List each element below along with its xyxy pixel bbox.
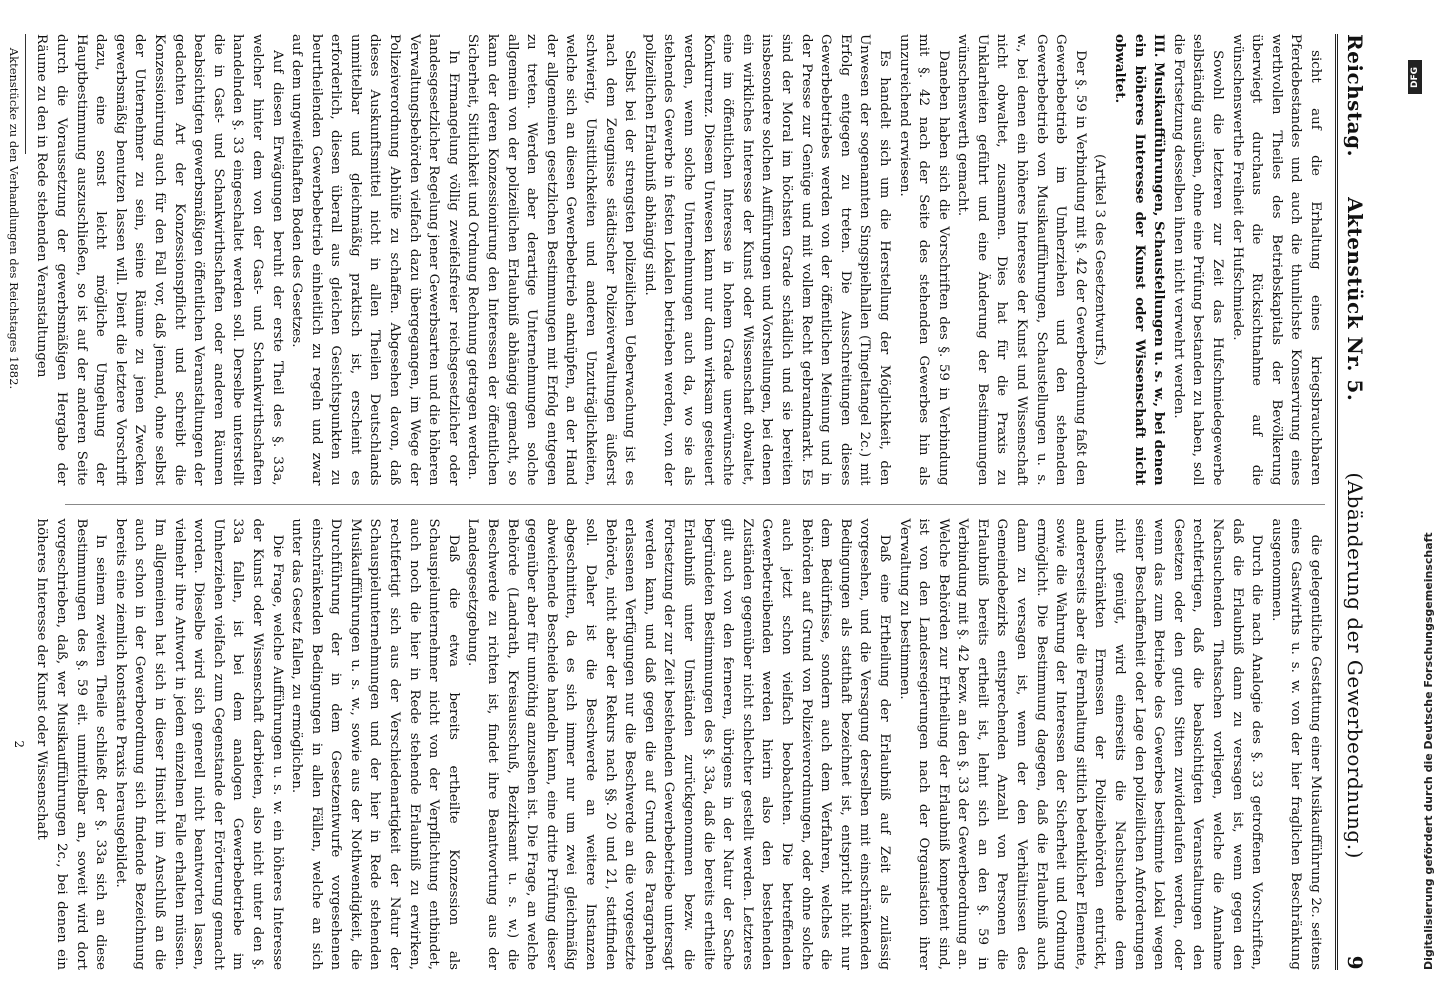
dfg-logo: DFG bbox=[1408, 60, 1422, 94]
paragraph: sicht auf die Erhaltung eines kriegsbrauchbaren Pferdebestandes und auch die thunlichste Konservirung eines werthvollen Theiles des Betriebskapitals der Bevölkerung überwiegt durchaus die Rücksichtnahme auf die wünschenswerthe Freiheit der Hufschmiede. bbox=[1229, 34, 1323, 486]
paragraph: Selbst bei der strengsten polizeilichen Ueberwachung ist es nach dem Zeugnisse städtischer Polizeiverwaltungen äußerst schwierig, Unsittlichkeiten und anderen Unzuträglichkeiten, welche sich an diesen Gewerbebetrieb anknüpfen, an der Hand der allgemeinen gesetzlichen Bestimmungen mit Erfolg entgegen zu treten. Werden aber derartige Unternehmungen solche allgemein von der polizeilichen Erlaubniß abhängig gemacht, so kann der deren Konzessionirung den Interessen der öffentlichen Sicherheit, Sittlichkeit und Ordnung Rechnung getragen werden. bbox=[465, 34, 638, 486]
paragraph: Auf diesen Erwägungen beruht der erste Theil des §. 33a, welcher hinter dem von der Gast- und Schankwirthschaften handelnden §. 33 eingeschaltet werden soll. Derselbe unterstellt die in Gast- und Schankwirthschaften oder anderen Räumen beabsichtigten gewerbsmäßigen öffentlichen Veranstaltungen der gedachten Art der Konzessionspflicht und schreibt die Konzessionirung auch für den Fall vor, daß jemand, ohne selbst der Unternehmer zu sein, seine Räume zu jenen Zwecken gewerbsmäßig benutzen lassen will. Dient die letztere Vorschrift dazu, eine sonst leicht mögliche Umgehung der Hauptbestimmung auszuschließen, so ist auf der anderen Seite durch die Voraussetzung der gewerbsmäßigen Hergabe der Räume zu den in Rede stehenden Veranstaltungen bbox=[34, 34, 285, 486]
section-subheading: (Artikel 3 des Gesetzentwurfs.) bbox=[1092, 153, 1108, 366]
paragraph: In seinem zweiten Theile schließt der §. 33a sich an diese Bestimmungen des §. 59 eit. unmittelbar an, soweit wird dort vorgeschrieben, daß, wer Musikaufführungen 2c., bei denen ein höheres Interesse der Kunst oder Wissenschaft bbox=[34, 518, 109, 970]
paragraph: In Ermangelung völlig zweifelsfreier reichsgesetzlicher oder landesgesetzlicher Regelung jener Gewerbsarten und die höheren Verwaltungsbehörden vielfach dazu übergegangen, im Wege der Polizeiverordnung Abhülfe zu schaffen. Abgesehen davon, daß dieses Auskunftsmittel nicht in allen Theilen Deutschlands unmittelbar und gleichmäßig praktisch ist, erscheint es erforderlich, diesen überall aus gleichen Gesichtspunkten zu beurtheilenden Gewerbebetrieb einheitlich zu regeln und zwar auf dem ungweifelhaften Boden des Gesetzes. bbox=[289, 34, 461, 486]
left-column bbox=[6, 34, 1325, 486]
paragraph: Daß die etwa bereits ertheilte Konzession als Schauspielunternehmer nicht von der Verpflichtung entbindet, auch noch die hier in Rede stehende Erlaubniß zu erwirken, rechtfertigt sich aus der Verschiedenartigkeit der Natur der Schauspielunternehmungen und der hier in Rede stehenden Musikaufführungen u. s. w., sowie aus der Nothwendigkeit, die Durchführung der in dem Gesetzentwurfe vorgesehenen einschränkenden Bedingungen in allen Fällen, welche an sich unter das Gesetz fallen, zu ermöglichen. bbox=[289, 518, 461, 970]
paragraph: Daneben haben sich die Vorschriften des §. 59 in Verbindung mit §. 42 nach der Seite des stehenden Gewerbes hin als unzureichend erwiesen. bbox=[896, 34, 951, 486]
paragraph: Die Frage, welche Aufführungen u. s. w. ein höheres Interesse der Kunst oder Wissenschaft darbieten, also nicht unter den §. 33a fallen, ist bei dem analogen Gewerbebetriebe im Umherziehen vielfach zum Gegenstande der Erörterung gemacht worden. Dieselbe wird sich generell nicht beantworten lassen, vielmehr ihre Antwort in jedem einzelnen Falle erhalten müssen. Im allgemeinen hat sich in dieser Hinsicht im Anschluß an die auch schon in der Gewerbeordnung sich findende Bezeichnung bereits eine ziemlich konstante Praxis herausgebildet. bbox=[112, 518, 285, 970]
credit-text: Digitalisierung gefördert durch die Deutsche Forschungsgemeinschaft bbox=[1422, 532, 1435, 970]
page-header bbox=[1335, 34, 1372, 970]
paragraph: die gelegentliche Gestattung einer Musikaufführung 2c. seitens eines Gastwirths u. s. w. von der hier fraglichen Beschränkung ausgenommen. bbox=[1268, 518, 1323, 970]
right-column bbox=[11, 504, 1325, 971]
paragraph: Durch die nach Analogie des §. 33 getroffenen Vorschriften, daß die Erlaubniß dann zu versagen ist, wenn gegen den Nachsuchenden Thatsachen vorliegen, welche die Annahme rechtfertigen, daß die beabsichtigten Veranstaltungen den Gesetzen oder den guten Sitten zuwiderlaufen werden, oder wenn das zum Betriebe des Gewerbes bestimmte Lokal wegen seiner Beschaffenheit oder Lage den polizeilichen Anforderungen nicht genügt, wird einerseits die Nachsuchende dem unbeschränkten Ermessen der Polizeibehörden entrückt, andererseits aber die Fernhaltung sittlich bedenklicher Elemente, sowie die Wahrung der Interessen der Sicherheit und Ordnung ermöglicht. Die Bestimmung dagegen, daß die Erlaubniß auch dann zu versagen ist, wenn der den Verhältnissen des Gemeindebezirks entsprechenden Anzahl von Personen die Erlaubniß bereits ertheilt ist, lehnt sich an den §. 59 in Verbindung mit §. 42 bezw. an den §. 33 der Gewerbeordnung an. Welche Behörden zur Ertheilung der Erlaubniß kompetent sind, ist von den Landesregierungen nach der Organisation ihrer Verwaltung zu bestimmen. bbox=[896, 518, 1265, 970]
header-document-number: Aktenstück Nr. 5. bbox=[1343, 197, 1367, 402]
digitization-credit bbox=[1404, 0, 1435, 1000]
header-title: (Abänderung der Gewerbeordnung.) bbox=[1343, 472, 1367, 859]
paragraph: Daß eine Ertheilung der Erlaubniß auf Zeit als zulässig vorgesehen, und die Versagung derselben mit einschränkenden Bedingungen als statthaft bezeichnet ist, entspricht nicht nur dem Bedürfnisse, sondern auch dem Verfahren, welches die Behörden auf Grund von Polizeiverordnungen, oder ohne solche auch jetzt schon vielfach beobachten. Die betreffenden Gewerbetreibenden werden hierin also den bestehenden Zuständen gegenüber nicht schlechter gestellt werden. Letzteres gilt auch von den ferneren, übrigens in der Natur der Sache begründeten Bestimmungen des §. 33a, daß die bereits ertheilte Erlaubniß unter Umständen zurückgenommen bezw. die Fortsetzung der zur Zeit bestehenden Gewerbebetriebe untersagt werden kann, und daß gegen die auf Grund des Paragraphen erlassenen Verfügungen nur die Beschwerde an die vorgesetzte Behörde, nicht aber der Rekurs nach §§. 20 und 21, stattfinden soll. Daher ist die Beschwerde an weitere Instanzen abgeschnitten, da es sich immer nur um zwei gleichmäßig abweichende Bescheide handeln kann, eine dritte Prüfung dieser gegenüber aber für unnöthig anzusehen ist. Die Frage, an welche Behörde (Landrath, Kreisausschuß, Bezirksamt u. s. w.) die Beschwerde zu richten ist, findet ihre Beantwortung aus der Landesgesetzgebung. bbox=[465, 518, 892, 970]
section-heading: III. Musikaufführungen, Schaustellungen u. s. w., bei denen ein höheres Interesse der Kunst oder Wissenschaft nicht obwaltet. bbox=[1112, 34, 1168, 486]
paragraph: Sowohl die letzteren zur Zeit das Hufschmiedegewerbe selbständig ausüben, ohne eine Prüfung bestanden zu haben, soll die Fortsetzung desselben ihnen nicht verwehrt werden. bbox=[1170, 34, 1226, 486]
page-number: 9 bbox=[1343, 955, 1367, 970]
signature-mark: 2 bbox=[11, 740, 26, 749]
paragraph: Der §. 59 in Verbindung mit §. 42 der Gewerbeordnung faßt den Gewerbebetrieb im Umherziehen und den stehenden Gewerbebetrieb von Musikaufführungen, Schaustellungen u. s. w., bei denen ein höheres Interesse der Kunst und Wissenschaft nicht obwaltet, zusammen. Dies hat für die Praxis zu Unklarheiten geführt und eine Änderung der Bestimmungen wünschenswerth gemacht. bbox=[955, 34, 1088, 486]
header-left: Reichstag. bbox=[1343, 34, 1367, 158]
footnote: Aktenstücke zu den Verhandlungen des Reichstages 1882. bbox=[6, 47, 21, 390]
footnote-rule bbox=[25, 34, 26, 154]
text-columns bbox=[6, 34, 1325, 970]
paragraph: Es handelt sich um die Herstellung der Möglichkeit, den Unwesen der sogenannten Singspielhallen (Tingeltangel 2c.) mit Erfolg entgegen zu treten. Die Ausschreitungen dieses Gewerbebetriebes werden von der öffentlichen Meinung und in der Presse zur Genüge und mit vollem Recht gebrandmarkt. Es sind der Moral im höchsten Grade schädlich und sie bereiten insbesondere solchen Aufführungen und Vorstellungen, bei denen ein wirkliches Interesse der Kunst oder Wissenschaft obwaltet, eine im öffentlichen Interesse in hohem Grade unerwünschte Konkurrenz. Diesem Unwesen kann nur dann wirksam gesteuert werden, wenn solche Unternehmungen auch da, wo sie als stehendes Gewerbe in festen Lokalen betrieben werden, von der polizeilichen Erlaubniß abhängig sind. bbox=[641, 34, 892, 486]
